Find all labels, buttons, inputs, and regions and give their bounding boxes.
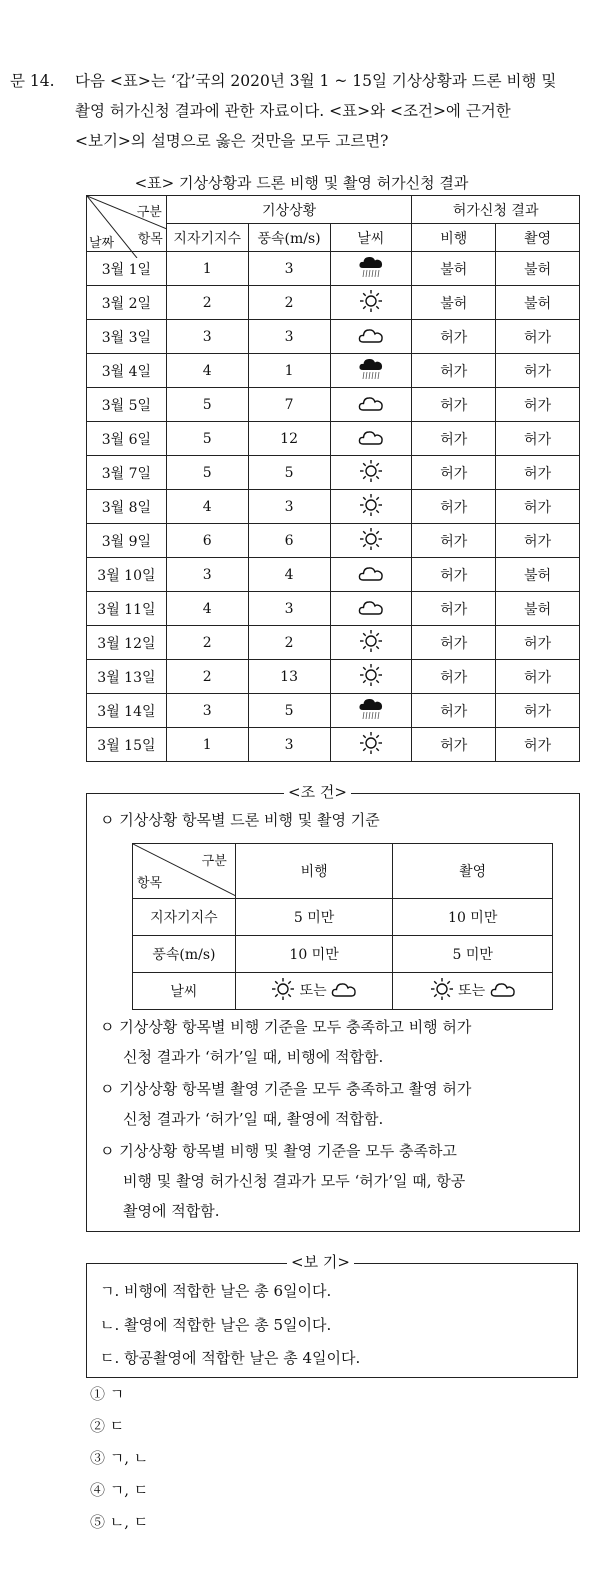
header-photo: 촬영 [496, 224, 580, 252]
row-weather [330, 354, 412, 388]
condition-3-line-3: 촬영에 적합함. [123, 1202, 220, 1220]
criteria-header-flight: 비행 [235, 844, 393, 899]
row-index: 5 [166, 422, 248, 456]
row-date: 3월 7일 [87, 456, 167, 490]
row-index: 3 [166, 558, 248, 592]
criteria-wind-flight: 10 미만 [235, 936, 393, 973]
row-date: 3월 13일 [87, 660, 167, 694]
row-date: 3월 3일 [87, 320, 167, 354]
row-weather [330, 524, 412, 558]
row-index: 1 [166, 252, 248, 286]
criteria-corner-header [133, 844, 236, 899]
conditions-intro: ㅇ 기상상황 항목별 드론 비행 및 촬영 기준 [100, 811, 380, 829]
condition-1-line-2: 신청 결과가 ‘허가’일 때, 비행에 적합함. [123, 1048, 384, 1066]
row-weather [330, 626, 412, 660]
question-text [10, 66, 595, 156]
cloud-icon [490, 980, 516, 1002]
criteria-weather-photo [393, 973, 553, 1010]
row-date: 3월 1일 [87, 252, 167, 286]
sun-icon [359, 493, 383, 521]
row-flight: 허가 [412, 626, 496, 660]
row-photo: 불허 [496, 558, 580, 592]
sun-icon [359, 289, 383, 317]
table-row [87, 286, 580, 320]
row-wind: 6 [248, 524, 330, 558]
row-index: 2 [166, 660, 248, 694]
row-wind: 3 [248, 728, 330, 762]
header-gubun: 구분 [136, 205, 162, 220]
sun-icon [359, 731, 383, 759]
sun-icon [359, 629, 383, 657]
row-flight: 허가 [412, 728, 496, 762]
table-row [87, 626, 580, 660]
header-weather: 날씨 [330, 224, 412, 252]
cloud-icon [358, 394, 384, 416]
row-photo: 허가 [496, 388, 580, 422]
row-weather [330, 558, 412, 592]
criteria-wind-label: 풍속(m/s) [133, 936, 236, 973]
condition-2-line-2: 신청 결과가 ‘허가’일 때, 촬영에 적합함. [123, 1110, 384, 1128]
header-index: 지자기지수 [166, 224, 248, 252]
row-photo: 허가 [496, 524, 580, 558]
condition-1-line-1: ㅇ 기상상황 항목별 비행 기준을 모두 충족하고 비행 허가 [100, 1018, 472, 1036]
row-flight: 허가 [412, 456, 496, 490]
table-row [87, 524, 580, 558]
row-wind: 5 [248, 694, 330, 728]
row-flight: 허가 [412, 422, 496, 456]
criteria-weather-flight [235, 973, 393, 1010]
criteria-index-photo: 10 미만 [393, 899, 553, 936]
row-index: 4 [166, 490, 248, 524]
condition-3-line-1: ㅇ 기상상황 항목별 비행 및 촬영 기준을 모두 충족하고 [100, 1142, 457, 1160]
table-corner-header [87, 196, 167, 252]
row-index: 3 [166, 320, 248, 354]
row-index: 5 [166, 456, 248, 490]
table-row [87, 592, 580, 626]
question-line-1: 다음 <표>는 ‘갑’국의 2020년 3월 1 ~ 15일 기상상황과 드론 비행 및 [75, 72, 557, 90]
row-weather [330, 456, 412, 490]
row-date: 3월 2일 [87, 286, 167, 320]
row-flight: 불허 [412, 286, 496, 320]
choice-3[interactable]: ③ ㄱ, ㄴ [90, 1449, 149, 1467]
row-weather [330, 388, 412, 422]
header-wind: 풍속(m/s) [248, 224, 330, 252]
criteria-table [132, 843, 553, 1010]
row-wind: 5 [248, 456, 330, 490]
row-weather [330, 660, 412, 694]
row-flight: 불허 [412, 252, 496, 286]
row-index: 4 [166, 592, 248, 626]
criteria-header-photo: 촬영 [393, 844, 553, 899]
table-row [87, 388, 580, 422]
header-weather-group: 기상상황 [166, 196, 412, 224]
choice-4[interactable]: ④ ㄱ, ㄷ [90, 1481, 149, 1499]
row-date: 3월 6일 [87, 422, 167, 456]
cloud-icon [358, 598, 384, 620]
table-row [87, 694, 580, 728]
row-date: 3월 10일 [87, 558, 167, 592]
row-wind: 2 [248, 286, 330, 320]
table-row [87, 660, 580, 694]
sun-icon [359, 459, 383, 487]
criteria-weather-label: 날씨 [133, 973, 236, 1010]
criteria-header-gubun: 구분 [201, 854, 227, 869]
bogi-item-1: ㄱ. 비행에 적합한 날은 총 6일이다. [100, 1282, 332, 1300]
header-nalja: 날짜 [89, 236, 115, 251]
condition-3-line-2: 비행 및 촬영 허가신청 결과가 모두 ‘허가’일 때, 항공 [123, 1172, 466, 1190]
row-photo: 허가 [496, 490, 580, 524]
weather-permit-table [86, 195, 580, 762]
conditions-title: <조 건> [284, 781, 351, 802]
row-photo: 허가 [496, 320, 580, 354]
row-wind: 2 [248, 626, 330, 660]
table-row [87, 422, 580, 456]
table-row [87, 456, 580, 490]
question-number: 문 14. [10, 72, 55, 90]
row-photo: 허가 [496, 456, 580, 490]
header-hangmok: 항목 [137, 232, 163, 247]
row-date: 3월 15일 [87, 728, 167, 762]
row-date: 3월 14일 [87, 694, 167, 728]
table-body [87, 252, 580, 762]
rain-icon [358, 697, 384, 725]
table-caption: <표> 기상상황과 드론 비행 및 촬영 허가신청 결과 [134, 174, 469, 192]
row-weather [330, 592, 412, 626]
choice-5[interactable]: ⑤ ㄴ, ㄷ [90, 1513, 149, 1531]
row-flight: 허가 [412, 388, 496, 422]
rain-icon [358, 357, 384, 385]
row-wind: 13 [248, 660, 330, 694]
row-photo: 허가 [496, 660, 580, 694]
row-date: 3월 4일 [87, 354, 167, 388]
sun-icon [359, 527, 383, 555]
table-row [87, 728, 580, 762]
row-wind: 7 [248, 388, 330, 422]
row-index: 1 [166, 728, 248, 762]
header-flight: 비행 [412, 224, 496, 252]
table-row [87, 558, 580, 592]
row-weather [330, 694, 412, 728]
row-photo: 허가 [496, 694, 580, 728]
row-photo: 허가 [496, 728, 580, 762]
cloud-icon [358, 428, 384, 450]
row-index: 6 [166, 524, 248, 558]
criteria-or-text: 또는 [458, 983, 486, 999]
row-weather [330, 422, 412, 456]
criteria-wind-photo: 5 미만 [393, 936, 553, 973]
sun-icon [271, 977, 295, 1005]
row-wind: 12 [248, 422, 330, 456]
criteria-or-text: 또는 [299, 983, 327, 999]
table-row [87, 490, 580, 524]
row-wind: 3 [248, 592, 330, 626]
table-row [87, 320, 580, 354]
row-wind: 3 [248, 490, 330, 524]
row-flight: 허가 [412, 660, 496, 694]
bogi-item-2: ㄴ. 촬영에 적합한 날은 총 5일이다. [100, 1316, 332, 1334]
sun-icon [430, 977, 454, 1005]
row-index: 3 [166, 694, 248, 728]
criteria-index-flight: 5 미만 [235, 899, 393, 936]
question-line-2: 촬영 허가신청 결과에 관한 자료이다. <표>와 <조건>에 근거한 [75, 102, 511, 120]
bogi-title: <보 기> [287, 1251, 354, 1272]
row-weather [330, 252, 412, 286]
sun-icon [359, 663, 383, 691]
header-permit-group: 허가신청 결과 [412, 196, 580, 224]
row-photo: 허가 [496, 354, 580, 388]
row-flight: 허가 [412, 592, 496, 626]
cloud-icon [358, 326, 384, 348]
row-photo: 허가 [496, 422, 580, 456]
row-index: 2 [166, 626, 248, 660]
row-date: 3월 12일 [87, 626, 167, 660]
row-wind: 3 [248, 252, 330, 286]
row-photo: 불허 [496, 592, 580, 626]
choice-1[interactable]: ① ㄱ [90, 1385, 125, 1403]
question-line-3: <보기>의 설명으로 옳은 것만을 모두 고르면? [75, 132, 389, 150]
condition-2-line-1: ㅇ 기상상황 항목별 촬영 기준을 모두 충족하고 촬영 허가 [100, 1080, 472, 1098]
rain-icon [358, 255, 384, 283]
row-index: 4 [166, 354, 248, 388]
row-photo: 허가 [496, 626, 580, 660]
row-weather [330, 320, 412, 354]
row-flight: 허가 [412, 524, 496, 558]
row-date: 3월 8일 [87, 490, 167, 524]
row-weather [330, 490, 412, 524]
row-date: 3월 11일 [87, 592, 167, 626]
row-photo: 불허 [496, 286, 580, 320]
table-row [87, 354, 580, 388]
cloud-icon [358, 564, 384, 586]
row-flight: 허가 [412, 490, 496, 524]
row-flight: 허가 [412, 320, 496, 354]
cloud-icon [331, 980, 357, 1002]
row-date: 3월 9일 [87, 524, 167, 558]
row-wind: 1 [248, 354, 330, 388]
bogi-item-3: ㄷ. 항공촬영에 적합한 날은 총 4일이다. [100, 1349, 361, 1367]
row-index: 5 [166, 388, 248, 422]
row-photo: 불허 [496, 252, 580, 286]
criteria-header-hangmok: 항목 [137, 876, 163, 891]
row-weather [330, 728, 412, 762]
row-index: 2 [166, 286, 248, 320]
row-flight: 허가 [412, 558, 496, 592]
row-date: 3월 5일 [87, 388, 167, 422]
row-flight: 허가 [412, 354, 496, 388]
choice-2[interactable]: ② ㄷ [90, 1417, 125, 1435]
row-wind: 4 [248, 558, 330, 592]
row-flight: 허가 [412, 694, 496, 728]
criteria-index-label: 지자기지수 [133, 899, 236, 936]
row-wind: 3 [248, 320, 330, 354]
row-weather [330, 286, 412, 320]
